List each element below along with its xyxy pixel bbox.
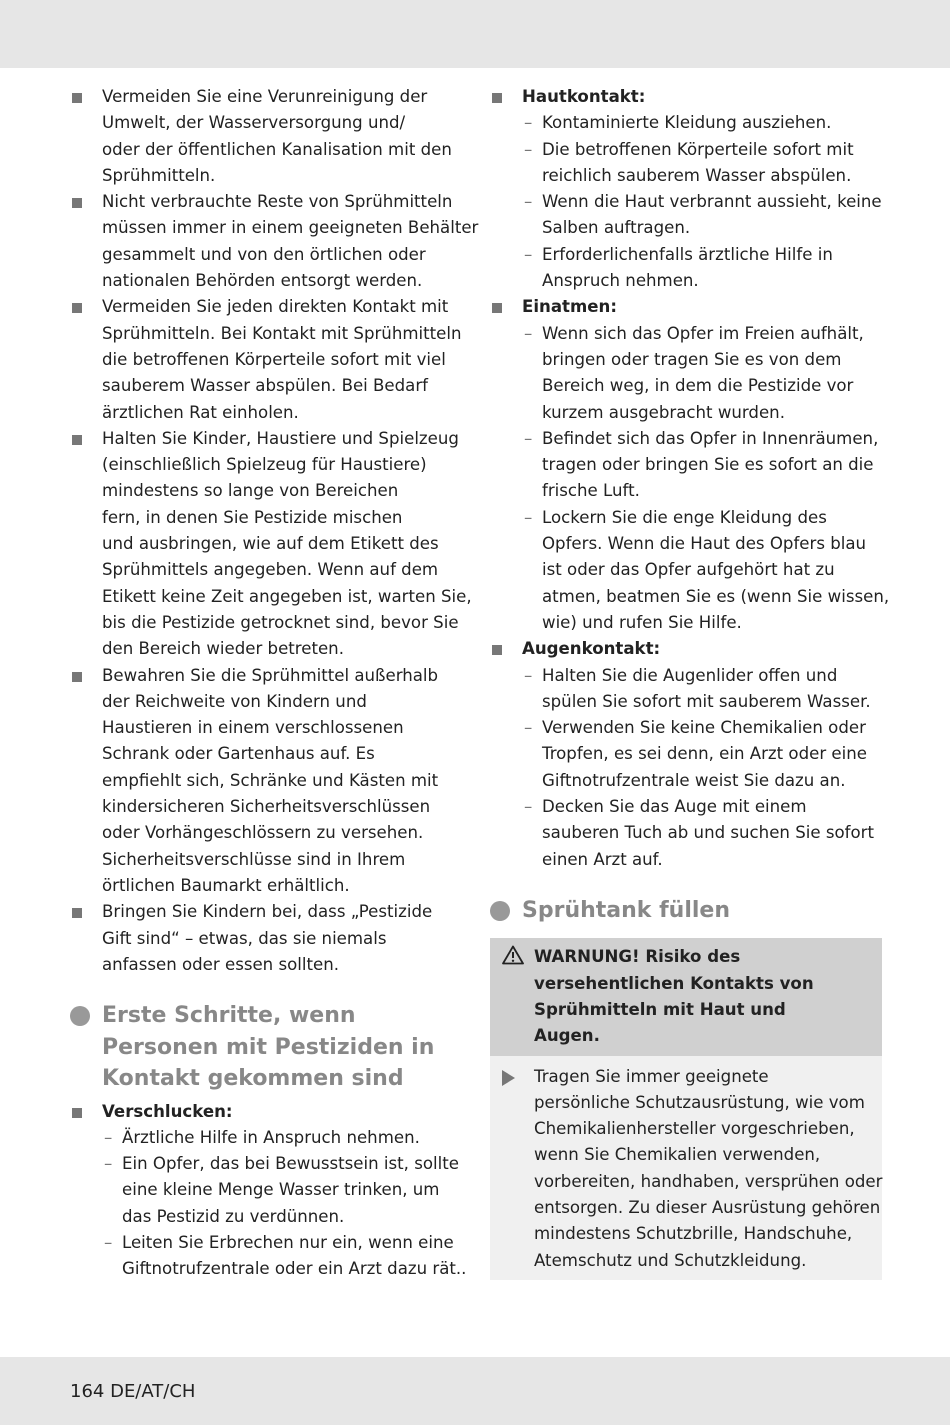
warning-box — [490, 938, 882, 1280]
sub-item — [490, 715, 882, 794]
text-line: Kontaminierte Kleidung ausziehen. — [542, 113, 832, 133]
text-line: mindestens so lange von Bereichen — [102, 481, 399, 501]
sub-item — [70, 1125, 470, 1151]
text-line: Giftnotrufzentrale weist Sie dazu an. — [542, 770, 846, 790]
dash-bullet-icon: – — [104, 1233, 113, 1253]
text-line: den Bereich wieder betreten. — [102, 639, 344, 659]
dash-bullet-icon: – — [524, 797, 533, 817]
text-line: sauberem Wasser abspülen. Bei Bedarf — [102, 376, 429, 396]
header-band — [0, 0, 950, 68]
text-line: Sicherheitsverschlüsse sind in Ihrem — [102, 849, 406, 869]
square-bullet-icon — [72, 303, 82, 313]
sub-item — [490, 505, 890, 636]
sub-item — [490, 426, 882, 505]
text-line: tragen oder bringen Sie es sofort an die — [542, 455, 874, 475]
text-line: Chemikalienhersteller vorgeschrieben, — [534, 1119, 855, 1139]
text-line: Halten Sie Kinder, Haustiere und Spielzeug — [102, 428, 459, 448]
text-line: Anspruch nehmen. — [542, 271, 699, 291]
text-line: Die betroffenen Körperteile sofort mit — [542, 139, 854, 159]
text-line: persönliche Schutzausrüstung, wie vom — [534, 1092, 865, 1112]
heading-line: Personen mit Pestiziden in — [102, 1034, 435, 1060]
text-line: Halten Sie die Augenlider offen und — [542, 665, 838, 685]
list-item — [70, 899, 470, 978]
list-item — [70, 663, 470, 900]
left-column — [70, 84, 479, 1283]
list-item-eye-contact — [490, 636, 882, 662]
text-line: ist oder das Opfer aufgehört hat zu — [542, 560, 835, 580]
warning-header — [490, 938, 882, 1055]
text-line: Wenn die Haut verbrannt aussieht, keine — [542, 192, 882, 212]
text-line: kindersicheren Sicherheitsverschlüssen — [102, 797, 431, 817]
text-line: Leiten Sie Erbrechen nur ein, wenn eine — [122, 1233, 454, 1253]
text-line: Befindet sich das Opfer in Innenräumen, — [542, 428, 879, 448]
page-number: 164 DE/AT/CH — [70, 1381, 196, 1402]
text-line: Giftnotrufzentrale oder ein Arzt dazu rät.. — [122, 1259, 467, 1279]
text-line: bis die Pestizide getrocknet sind, bevor Sie — [102, 612, 459, 632]
dash-bullet-icon: – — [524, 323, 533, 343]
item-label: Hautkontakt: — [522, 87, 646, 106]
square-bullet-icon — [72, 435, 82, 445]
text-line: Salben auftragen. — [542, 218, 691, 238]
text-line: Sprühmitteln. — [102, 165, 216, 185]
list-item-swallowing — [70, 1099, 470, 1125]
text-line: Vermeiden Sie jeden direkten Kontakt mit — [102, 297, 449, 317]
text-line: Etikett keine Zeit angegeben ist, warten Sie, — [102, 586, 472, 606]
dash-bullet-icon: – — [524, 665, 533, 685]
warning-title-line: Augen. — [534, 1026, 600, 1046]
dash-bullet-icon: – — [524, 192, 533, 212]
text-line: anfassen oder essen sollten. — [102, 954, 340, 974]
dash-bullet-icon: – — [524, 507, 533, 527]
square-bullet-icon — [72, 1108, 82, 1118]
text-line: Decken Sie das Auge mit einem — [542, 797, 807, 817]
warning-title-line: Sprühmitteln mit Haut und — [534, 1000, 786, 1019]
text-line: fern, in denen Sie Pestizide mischen — [102, 507, 403, 527]
text-line: der Reichweite von Kindern und — [102, 691, 367, 711]
text-line: Opfers. Wenn die Haut des Opfers blau — [542, 534, 867, 554]
text-line: Atemschutz und Schutzkleidung. — [534, 1250, 807, 1270]
text-line: kurzem ausgebracht wurden. — [542, 402, 785, 422]
text-line: Erforderlichenfalls ärztliche Hilfe in — [542, 244, 833, 264]
warning-triangle-icon — [502, 945, 524, 965]
square-bullet-icon — [72, 198, 82, 208]
list-item-skin-contact — [490, 84, 882, 110]
list-item-inhalation — [490, 294, 882, 320]
dash-bullet-icon: – — [524, 139, 533, 159]
text-line: Haustieren in einem verschlossenen — [102, 718, 404, 738]
text-line: reichlich sauberem Wasser abspülen. — [542, 165, 852, 185]
square-bullet-icon — [72, 908, 82, 918]
text-line: gesammelt und von den örtlichen oder — [102, 244, 426, 264]
list-item — [70, 189, 479, 294]
section-heading-fill-tank — [490, 895, 882, 927]
text-line: vorbereiten, handhaben, versprühen oder — [534, 1171, 883, 1191]
warning-title-line: WARNUNG! Risiko des — [534, 947, 741, 967]
text-line: und ausbringen, wie auf dem Etikett des — [102, 534, 439, 554]
text-line: Ein Opfer, das bei Bewusstsein ist, sollte — [122, 1154, 459, 1174]
heading-line: Erste Schritte, wenn — [102, 1003, 356, 1029]
text-line: Tragen Sie immer geeignete — [534, 1066, 769, 1086]
text-line: ärztlichen Rat einholen. — [102, 402, 299, 422]
sub-item — [490, 794, 882, 873]
list-item — [70, 426, 470, 663]
text-line: Lockern Sie die enge Kleidung des — [542, 507, 827, 527]
sub-item — [490, 110, 882, 136]
text-line: Sprühmittels angegeben. Wenn auf dem — [102, 560, 439, 580]
text-line: Bewahren Sie die Sprühmittel außerhalb — [102, 665, 439, 685]
sub-item — [70, 1230, 470, 1283]
item-label: Augenkontakt: — [522, 639, 661, 659]
text-line: Tropfen, es sei denn, ein Arzt oder eine — [542, 744, 867, 764]
dash-bullet-icon: – — [104, 1154, 113, 1174]
play-arrow-icon — [502, 1070, 515, 1086]
text-line: entsorgen. Zu dieser Ausrüstung gehören — [534, 1198, 881, 1218]
dash-bullet-icon: – — [524, 113, 533, 133]
text-line: Vermeiden Sie eine Verunreinigung der — [102, 87, 428, 106]
circle-bullet-icon — [490, 901, 510, 921]
dash-bullet-icon: – — [524, 244, 533, 264]
dash-bullet-icon: – — [524, 718, 533, 738]
text-line: müssen immer in einem geeigneten Behälter — [102, 218, 479, 238]
text-line: mindestens Schutzbrille, Handschuhe, — [534, 1224, 853, 1244]
right-column — [490, 84, 890, 1280]
text-line: nationalen Behörden entsorgt werden. — [102, 271, 423, 291]
square-bullet-icon — [492, 93, 502, 103]
dash-bullet-icon: – — [104, 1127, 113, 1147]
square-bullet-icon — [492, 303, 502, 313]
text-line: eine kleine Menge Wasser trinken, um — [122, 1180, 440, 1200]
text-line: oder der öffentlichen Kanalisation mit den — [102, 139, 452, 159]
dash-bullet-icon: – — [524, 428, 533, 448]
text-line: das Pestizid zu verdünnen. — [122, 1206, 345, 1226]
text-line: die betroffenen Körperteile sofort mit viel — [102, 349, 446, 369]
sub-item — [490, 321, 882, 426]
text-line: spülen Sie sofort mit sauberem Wasser. — [542, 691, 871, 711]
section-heading-first-aid — [70, 1000, 470, 1095]
text-line: (einschließlich Spielzeug für Haustiere) — [102, 455, 427, 475]
sub-item — [490, 663, 882, 716]
text-line: Wenn sich das Opfer im Freien aufhält, — [542, 323, 864, 343]
warning-body — [490, 1056, 882, 1280]
text-line: einen Arzt auf. — [542, 849, 663, 869]
sub-item — [490, 137, 882, 190]
sub-item — [70, 1151, 470, 1230]
text-line: Gift sind“ – etwas, das sie niemals — [102, 928, 387, 948]
item-label: Einatmen: — [522, 297, 617, 317]
text-line: sauberen Tuch ab und suchen Sie sofort — [542, 823, 874, 843]
square-bullet-icon — [72, 672, 82, 682]
text-line: örtlichen Baumarkt erhältlich. — [102, 875, 350, 895]
text-line: Bringen Sie Kindern bei, dass „Pestizide — [102, 902, 433, 922]
text-line: Schrank oder Gartenhaus auf. Es — [102, 744, 375, 764]
square-bullet-icon — [72, 93, 82, 103]
text-line: wie) und rufen Sie Hilfe. — [542, 612, 742, 632]
sub-item — [490, 189, 882, 242]
text-line: empfiehlt sich, Schränke und Kästen mit — [102, 770, 439, 790]
list-item — [70, 294, 470, 425]
warning-title-line: versehentlichen Kontakts von — [534, 973, 814, 993]
text-line: bringen oder tragen Sie es von dem — [542, 349, 842, 369]
item-label: Verschlucken: — [102, 1101, 233, 1121]
text-line: Bereich weg, in dem die Pestizide vor — [542, 376, 854, 396]
square-bullet-icon — [492, 645, 502, 655]
text-line: frische Luft. — [542, 481, 640, 501]
circle-bullet-icon — [70, 1006, 90, 1026]
text-line: Nicht verbrauchte Reste von Sprühmitteln — [102, 192, 453, 212]
list-item — [70, 84, 470, 189]
sub-item — [490, 242, 882, 295]
text-line: Umwelt, der Wasserversorgung und/ — [102, 113, 406, 133]
text-line: Verwenden Sie keine Chemikalien oder — [542, 718, 866, 738]
text-line: Ärztliche Hilfe in Anspruch nehmen. — [122, 1127, 420, 1147]
text-line: atmen, beatmen Sie es (wenn Sie wissen, — [542, 586, 890, 606]
text-line: oder Vorhängeschlössern zu versehen. — [102, 823, 424, 843]
heading-line: Kontakt gekommen sind — [102, 1066, 404, 1092]
heading-line: Sprühtank füllen — [522, 897, 730, 923]
text-line: wenn Sie Chemikalien verwenden, — [534, 1145, 821, 1165]
text-line: Sprühmitteln. Bei Kontakt mit Sprühmitteln — [102, 323, 462, 343]
